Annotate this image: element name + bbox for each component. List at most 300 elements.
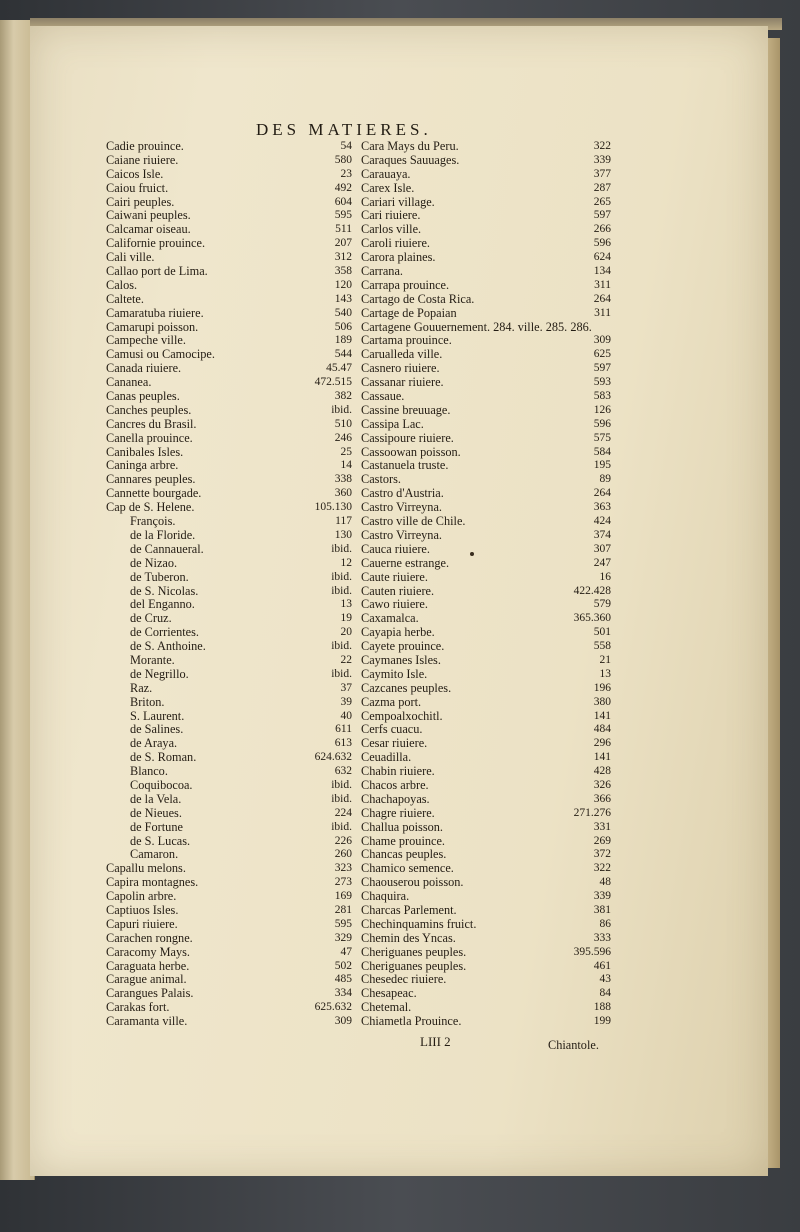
- index-entry: [106, 1015, 352, 1029]
- index-page-ref: 365.360: [573, 612, 611, 625]
- index-page-ref: 23: [340, 167, 352, 180]
- index-term: Chemin des Yncas.: [361, 930, 456, 945]
- index-page-ref: 39: [340, 695, 352, 708]
- index-entry: [106, 515, 352, 529]
- index-entry: [361, 640, 611, 654]
- index-entry: [361, 140, 611, 154]
- index-page-ref: 461: [593, 959, 611, 972]
- index-entry: [106, 376, 352, 390]
- index-term: Capira montagnes.: [106, 875, 199, 890]
- index-term: Cauerne estrange.: [361, 555, 450, 570]
- index-term: Calos.: [106, 277, 138, 292]
- index-term: Casnero riuiere.: [361, 361, 440, 376]
- index-term: de Salines.: [130, 722, 184, 737]
- index-entry: [106, 585, 352, 599]
- index-entry: [361, 696, 611, 710]
- index-entry: [106, 404, 352, 418]
- index-term: Caxamalca.: [361, 611, 419, 626]
- index-page-ref: 12: [340, 556, 352, 569]
- index-page-ref: 381: [593, 903, 611, 916]
- index-entry: [106, 696, 352, 710]
- index-entry: [361, 848, 611, 862]
- index-entry: [361, 209, 611, 223]
- index-page-ref: 126: [593, 403, 611, 416]
- running-head: DES MATIERES.: [256, 120, 432, 139]
- index-page-ref: 19: [340, 612, 352, 625]
- index-term: Chamico semence.: [361, 861, 454, 876]
- index-page-ref: 322: [593, 140, 611, 152]
- index-term: Cauten riuiere.: [361, 583, 435, 598]
- index-entry: [361, 265, 611, 279]
- index-term: Cairi peuples.: [106, 194, 175, 209]
- index-term: de S. Roman.: [130, 750, 197, 765]
- index-column-right: [361, 140, 611, 1029]
- index-entry: [361, 571, 611, 585]
- index-entry: [361, 654, 611, 668]
- index-entry: [106, 612, 352, 626]
- index-entry: [361, 487, 611, 501]
- index-page-ref: 583: [593, 390, 611, 403]
- index-term: Carachen rongne.: [106, 930, 193, 945]
- index-page-ref: 485: [334, 973, 352, 986]
- index-page-ref: 624.632: [314, 751, 352, 764]
- index-page-ref: 360: [334, 487, 352, 500]
- index-entry: [361, 710, 611, 724]
- index-page-ref: 624: [593, 251, 611, 264]
- index-page-ref: 117: [335, 515, 352, 528]
- index-page-ref: 358: [334, 265, 352, 278]
- index-entry: [106, 237, 352, 251]
- index-term: de Corrientes.: [130, 625, 199, 640]
- index-page-ref: 597: [593, 362, 611, 375]
- index-entry: [361, 779, 611, 793]
- index-term: del Enganno.: [130, 597, 195, 612]
- index-entry: [361, 307, 611, 321]
- index-term: Chachapoyas.: [361, 791, 430, 806]
- index-page-ref: 169: [334, 890, 352, 903]
- index-entry: [106, 668, 352, 682]
- index-term: Carex Isle.: [361, 180, 415, 195]
- index-page-ref: 130: [334, 528, 352, 541]
- index-term: Cannares peuples.: [106, 472, 196, 487]
- index-entry: [361, 168, 611, 182]
- index-term: Canas peuples.: [106, 389, 180, 404]
- index-entry: [361, 793, 611, 807]
- index-page-ref: 273: [334, 876, 352, 889]
- index-entry: [361, 904, 611, 918]
- index-page-ref: 287: [593, 181, 611, 194]
- index-term: Cassine breuuage.: [361, 402, 451, 417]
- index-entry: [361, 835, 611, 849]
- index-entry: [361, 946, 611, 960]
- index-term: Caiwani peuples.: [106, 208, 191, 223]
- index-page-ref: 312: [334, 251, 352, 264]
- index-term: Chaquira.: [361, 889, 410, 904]
- index-term: Captiuos Isles.: [106, 902, 179, 917]
- index-term: Cauca riuiere.: [361, 541, 430, 556]
- index-term: Ceuadilla.: [361, 750, 412, 765]
- index-page-ref: 226: [334, 834, 352, 847]
- index-entry: [361, 321, 611, 335]
- index-term: Caiou fruict.: [106, 180, 169, 195]
- index-term: de la Floride.: [130, 527, 196, 542]
- index-entry: [106, 987, 352, 1001]
- index-entry: [106, 209, 352, 223]
- index-page-ref: 374: [593, 528, 611, 541]
- index-page-ref: 307: [593, 542, 611, 555]
- index-term: de Fortune: [130, 819, 183, 834]
- index-entry: [106, 821, 352, 835]
- index-term: Castro Virreyna.: [361, 527, 442, 542]
- index-page-ref: 380: [593, 695, 611, 708]
- index-term: de S. Nicolas.: [130, 583, 199, 598]
- index-entry: [106, 168, 352, 182]
- index-page-ref: ibid.: [331, 667, 352, 680]
- index-entry: [106, 932, 352, 946]
- index-page-ref: 377: [593, 167, 611, 180]
- index-page-ref: 502: [334, 959, 352, 972]
- index-term: Carualleda ville.: [361, 347, 443, 362]
- index-entry: [361, 334, 611, 348]
- index-page-ref: 311: [594, 278, 611, 291]
- index-term: Campeche ville.: [106, 333, 186, 348]
- index-page-ref: 625: [593, 348, 611, 361]
- index-entry: [361, 362, 611, 376]
- index-term: Cartama prouince.: [361, 333, 452, 348]
- index-page-ref: 22: [340, 653, 352, 666]
- index-entry: [361, 515, 611, 529]
- index-term: Callao port de Lima.: [106, 264, 208, 279]
- index-entry: [106, 543, 352, 557]
- index-entry: [106, 362, 352, 376]
- index-term: Canches peuples.: [106, 402, 192, 417]
- index-term: Carague animal.: [106, 972, 187, 987]
- index-term: Californie prouince.: [106, 236, 206, 251]
- index-entry: [361, 376, 611, 390]
- index-entry: [361, 737, 611, 751]
- index-entry: [106, 334, 352, 348]
- index-page-ref: 323: [334, 862, 352, 875]
- index-entry: [106, 723, 352, 737]
- index-entry: [361, 987, 611, 1001]
- index-term: Canibales Isles.: [106, 444, 184, 459]
- index-entry: [361, 557, 611, 571]
- index-page-ref: 47: [340, 945, 352, 958]
- index-page-ref: 329: [334, 931, 352, 944]
- index-entry: [361, 182, 611, 196]
- index-entry: [106, 154, 352, 168]
- index-page-ref: ibid.: [331, 403, 352, 416]
- index-term: S. Laurent.: [130, 708, 185, 723]
- index-page-ref: 611: [335, 723, 352, 736]
- index-entry: [361, 404, 611, 418]
- signature-mark: LIII 2: [420, 1034, 451, 1049]
- index-term: Canada riuiere.: [106, 361, 182, 376]
- index-term: de Negrillo.: [130, 666, 189, 681]
- index-term: Blanco.: [130, 764, 168, 779]
- index-term: Camaratuba riuiere.: [106, 305, 204, 320]
- index-term: Chesedec riuiere.: [361, 972, 447, 987]
- index-term: de Nieues.: [130, 805, 182, 820]
- index-term: Cara Mays du Peru.: [361, 139, 459, 153]
- index-page-ref: 265: [593, 195, 611, 208]
- index-entry: [361, 432, 611, 446]
- index-term: Caute riuiere.: [361, 569, 428, 584]
- index-page-ref: 260: [334, 848, 352, 861]
- index-page-ref: 596: [593, 417, 611, 430]
- index-entry: [361, 251, 611, 265]
- index-term: de Araya.: [130, 736, 178, 751]
- index-entry: [361, 501, 611, 515]
- index-term: Cassoowan poisson.: [361, 444, 461, 459]
- index-term: Calcamar oiseau.: [106, 222, 191, 237]
- index-page-ref: ibid.: [331, 778, 352, 791]
- index-page-ref: 196: [593, 681, 611, 694]
- index-page-ref: 271.276: [573, 806, 611, 819]
- index-term: Cassipoure riuiere.: [361, 430, 454, 445]
- index-page-ref: 207: [334, 237, 352, 250]
- index-page-ref: 45.47: [326, 362, 352, 375]
- index-term: Castanuela truste.: [361, 458, 449, 473]
- index-entry: [106, 557, 352, 571]
- index-entry: [106, 1001, 352, 1015]
- index-entry: [106, 140, 352, 154]
- index-term: Cananea.: [106, 375, 152, 390]
- index-entry: [106, 973, 352, 987]
- index-entry: [361, 196, 611, 210]
- index-entry: [361, 765, 611, 779]
- index-term: Castro d'Austria.: [361, 486, 444, 501]
- index-page-ref: 13: [340, 598, 352, 611]
- index-page-ref: 492: [334, 181, 352, 194]
- index-entry: [106, 960, 352, 974]
- index-entry: [106, 626, 352, 640]
- index-entry: [106, 293, 352, 307]
- index-page-ref: 120: [334, 278, 352, 291]
- index-page-ref: 595: [334, 209, 352, 222]
- index-term: Chiametla Prouince.: [361, 1014, 462, 1029]
- index-entry: [361, 348, 611, 362]
- index-page-ref: 338: [334, 473, 352, 486]
- index-page-ref: 14: [340, 459, 352, 472]
- index-term: Capallu melons.: [106, 861, 186, 876]
- index-page-ref: 424: [593, 515, 611, 528]
- index-entry: [106, 946, 352, 960]
- index-entry: [106, 501, 352, 515]
- index-entry: [106, 487, 352, 501]
- index-page-ref: 224: [334, 806, 352, 819]
- index-page-ref: 613: [334, 737, 352, 750]
- index-page-ref: 484: [593, 723, 611, 736]
- index-term: Cadie prouince.: [106, 139, 184, 153]
- index-entry: [106, 446, 352, 460]
- index-page-ref: 25: [340, 445, 352, 458]
- index-term: Chetemal.: [361, 1000, 412, 1015]
- index-term: de S. Anthoine.: [130, 639, 206, 654]
- index-term: Carrapa prouince.: [361, 277, 450, 292]
- index-page-ref: 309: [593, 334, 611, 347]
- index-page-ref: 544: [334, 348, 352, 361]
- index-term: Cempoalxochitl.: [361, 708, 443, 723]
- index-page-ref: 37: [340, 681, 352, 694]
- index-entry: [106, 348, 352, 362]
- index-term: de la Vela.: [130, 791, 182, 806]
- index-entry: [106, 307, 352, 321]
- index-term: Cassipa Lac.: [361, 416, 424, 431]
- index-entry: [361, 932, 611, 946]
- index-term: Caracomy Mays.: [106, 944, 191, 959]
- index-page-ref: 189: [334, 334, 352, 347]
- index-page-ref: 143: [334, 292, 352, 305]
- index-page-ref: 43: [599, 973, 611, 986]
- index-page-ref: 84: [599, 987, 611, 1000]
- index-page-ref: ibid.: [331, 820, 352, 833]
- index-page-ref: 580: [334, 153, 352, 166]
- index-entry: [106, 459, 352, 473]
- index-term: Cesar riuiere.: [361, 736, 428, 751]
- index-entry: [106, 279, 352, 293]
- index-entry: [361, 237, 611, 251]
- index-page-ref: 134: [593, 265, 611, 278]
- index-entry: [361, 446, 611, 460]
- index-entry: [361, 751, 611, 765]
- index-term: de Cruz.: [130, 611, 172, 626]
- index-term: de Tuberon.: [130, 569, 189, 584]
- index-page-ref: 141: [593, 709, 611, 722]
- index-term: Cerfs cuacu.: [361, 722, 423, 737]
- index-term: Canella prouince.: [106, 430, 193, 445]
- index-term: Chaouserou poisson.: [361, 875, 464, 890]
- index-page-ref: 322: [593, 862, 611, 875]
- index-entry: [106, 779, 352, 793]
- index-entry: [361, 821, 611, 835]
- index-entry: [106, 223, 352, 237]
- index-entry: [361, 612, 611, 626]
- index-entry: [106, 196, 352, 210]
- index-term: Caraques Sauuages.: [361, 152, 460, 167]
- index-term: Caninga arbre.: [106, 458, 179, 473]
- index-entry: [106, 710, 352, 724]
- index-term: Cassanar riuiere.: [361, 375, 444, 390]
- index-entry: [106, 265, 352, 279]
- index-entry: [361, 473, 611, 487]
- index-term: Castro ville de Chile.: [361, 514, 466, 529]
- index-page-ref: 105.130: [314, 501, 352, 514]
- index-page-ref: 595: [334, 917, 352, 930]
- index-entry: [361, 918, 611, 932]
- index-page-ref: 506: [334, 320, 352, 333]
- index-page-ref: 195: [593, 459, 611, 472]
- index-page-ref: 281: [334, 903, 352, 916]
- index-term: Briton.: [130, 694, 165, 709]
- index-entry: [106, 598, 352, 612]
- index-page-ref: 16: [599, 570, 611, 583]
- index-page-ref: ibid.: [331, 792, 352, 805]
- index-term: Carangues Palais.: [106, 986, 194, 1001]
- index-term: Cayete prouince.: [361, 639, 445, 654]
- index-entry: [361, 154, 611, 168]
- index-page-ref: 264: [593, 292, 611, 305]
- index-page-ref: ibid.: [331, 584, 352, 597]
- index-page-ref: 48: [599, 876, 611, 889]
- index-term: de S. Lucas.: [130, 833, 191, 848]
- index-page-ref: 382: [334, 390, 352, 403]
- index-term: Charcas Parlement.: [361, 902, 457, 917]
- index-entry: [106, 473, 352, 487]
- index-entry: [106, 418, 352, 432]
- index-term: Castors.: [361, 472, 401, 487]
- index-term: Cassaue.: [361, 389, 405, 404]
- index-term: Chancas peuples.: [361, 847, 447, 862]
- index-entry: [106, 918, 352, 932]
- index-entry: [106, 890, 352, 904]
- index-term: de Nizao.: [130, 555, 178, 570]
- index-term: Cartage de Popaian: [361, 305, 457, 320]
- index-entry: [361, 626, 611, 640]
- index-term: Caicos Isle.: [106, 166, 164, 181]
- catchword: Chiantole.: [548, 1038, 599, 1052]
- index-page-ref: 21: [599, 653, 611, 666]
- index-entry: [106, 182, 352, 196]
- index-page-ref: 632: [334, 765, 352, 778]
- index-entry: [106, 654, 352, 668]
- index-page-ref: 188: [593, 1001, 611, 1014]
- index-entry: [361, 723, 611, 737]
- index-page-ref: 269: [593, 834, 611, 847]
- index-term: Capolin arbre.: [106, 889, 177, 904]
- index-term: Morante.: [130, 652, 175, 667]
- index-page-ref: 575: [593, 431, 611, 444]
- index-entry: [361, 459, 611, 473]
- index-term: Carakas fort.: [106, 1000, 170, 1015]
- index-term: Caraguata herbe.: [106, 958, 190, 973]
- index-term: Capuri riuiere.: [106, 916, 178, 931]
- index-entry: [361, 876, 611, 890]
- index-term: Cariari village.: [361, 194, 435, 209]
- index-page-ref: 422.428: [573, 584, 611, 597]
- index-entry: [106, 571, 352, 585]
- index-page-ref: 54: [340, 140, 352, 152]
- index-term: Carauaya.: [361, 166, 411, 181]
- index-entry: [106, 432, 352, 446]
- index-entry: [361, 223, 611, 237]
- index-term: Carrana.: [361, 264, 403, 279]
- index-entry: [361, 293, 611, 307]
- index-term: Raz.: [130, 680, 153, 695]
- index-page-ref: 593: [593, 376, 611, 389]
- index-page-ref: 141: [593, 751, 611, 764]
- index-entry: [106, 848, 352, 862]
- index-page-ref: 20: [340, 626, 352, 639]
- index-entry: [361, 807, 611, 821]
- index-page-ref: 266: [593, 223, 611, 236]
- index-entry: [106, 862, 352, 876]
- index-entry: [361, 890, 611, 904]
- index-page-ref: 333: [593, 931, 611, 944]
- index-term: Chesapeac.: [361, 986, 417, 1001]
- index-entry: [106, 529, 352, 543]
- index-term: Caroli riuiere.: [361, 236, 430, 251]
- index-entry: [361, 973, 611, 987]
- index-term: Caymanes Isles.: [361, 652, 441, 667]
- index-term: Caramanta ville.: [106, 1014, 188, 1029]
- index-term: Cazma port.: [361, 694, 422, 709]
- index-term: Cartago de Costa Rica.: [361, 291, 475, 306]
- index-entry: [106, 793, 352, 807]
- index-term: Cartagene Gouuernement. 284. ville. 285. 286.: [361, 319, 592, 334]
- index-page-ref: 339: [593, 890, 611, 903]
- index-entry: [361, 960, 611, 974]
